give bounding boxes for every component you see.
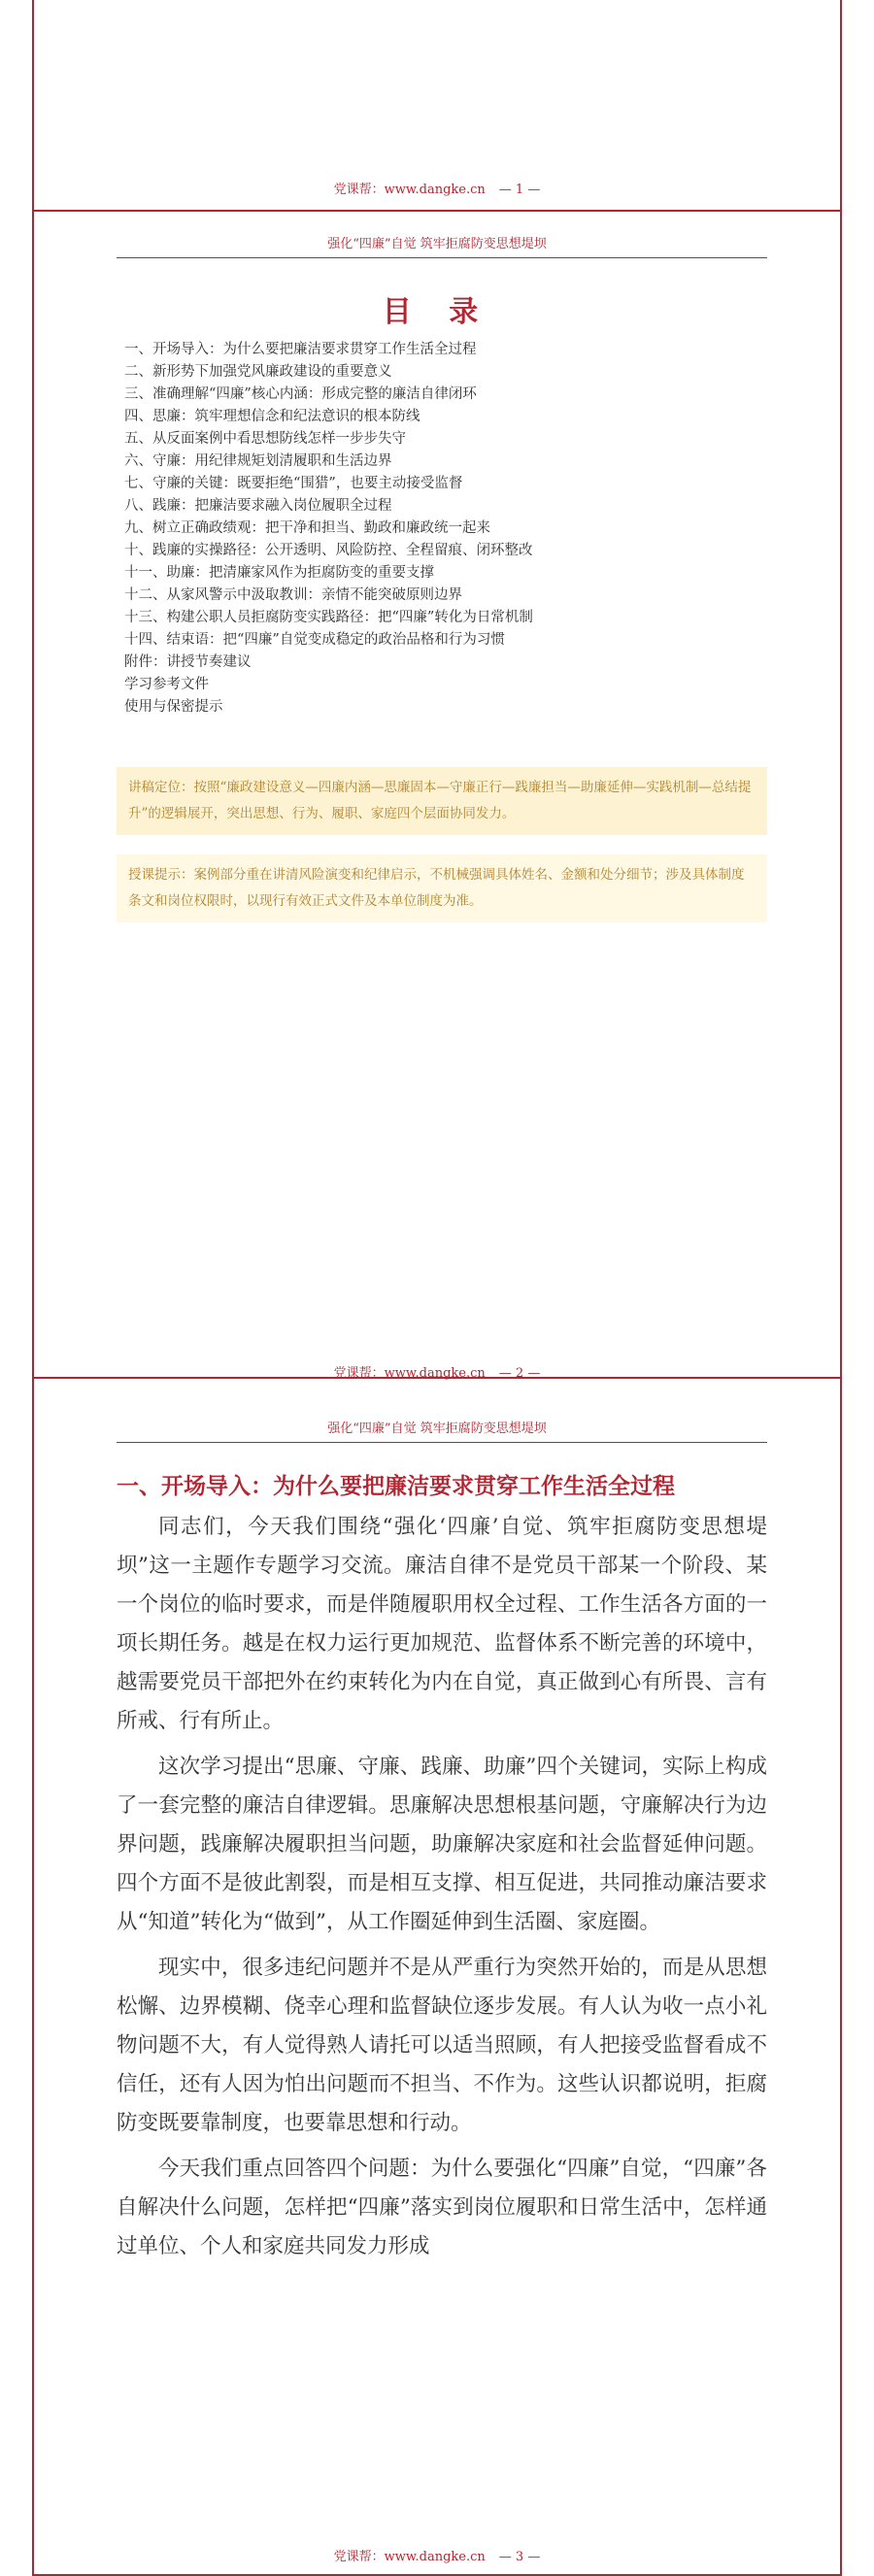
toc-item: 九、树立正确政绩观：把干净和担当、勤政和廉政统一起来 <box>124 520 490 536</box>
body-paragraph: 这次学习提出“思廉、守廉、践廉、助廉”四个关键词，实际上构成了一套完整的廉洁自律逻辑。思廉解决思想根基问题，守廉解决行为边界问题，践廉解决履职担当问题，助廉解决家庭和社会监督延伸问题。四个方面不是彼此割裂，而是相互支撑、相互促进，共同推动廉洁要求从“知道”转化为“做到”，从工作圈延伸到生活圈、家庭圈。 <box>117 1755 767 1934</box>
positioning-note-text: 讲稿定位：按照“廉政建设意义—四廉内涵—思廉固本—守廉正行—践廉担当—助廉延伸—实践机制—总结提升”的逻辑展开，突出思想、行为、履职、家庭四个层面协同发力。 <box>128 780 752 821</box>
page-footer <box>32 2546 842 2564</box>
page-number: — 2 — <box>498 1366 541 1381</box>
running-head: 强化“四廉”自觉 筑牢拒腐防变思想堤坝 <box>327 237 547 251</box>
body-paragraph: 现实中，很多违纪问题并不是从严重行为突然开始的，而是从思想松懈、边界模糊、侥幸心理和监督缺位逐步发展。有人认为收一点小礼物问题不大，有人觉得熟人请托可以适当照顾，有人把接受监督看成不信任，还有人因为怕出问题而不担当、不作为。这些认识都说明，拒腐防变既要靠制度，也要靠思想和行动。 <box>117 1956 767 2135</box>
toc-item: 二、新形势下加强党风廉政建设的重要意义 <box>124 364 392 380</box>
section-body <box>117 1508 767 2273</box>
toc-item: 四、思廉：筑牢理想信念和纪法意识的根本防线 <box>124 409 420 424</box>
footer-site: 党课帮：www.dangke.cn <box>333 183 486 197</box>
toc-item: 十三、构建公职人员拒腐防变实践路径：把“四廉”转化为日常机制 <box>124 610 533 625</box>
toc-item: 十、践廉的实操路径：公开透明、风险防控、全程留痕、闭环整改 <box>124 543 533 558</box>
toc-item: 三、准确理解“四廉”核心内涵：形成完整的廉洁自律闭环 <box>124 386 477 402</box>
footer-site: 党课帮：www.dangke.cn <box>333 1366 486 1381</box>
toc-item: 七、守廉的关键：既要拒绝“围猎”，也要主动接受监督 <box>124 476 463 491</box>
page-number: — 1 — <box>498 183 541 197</box>
body-paragraph: 同志们，今天我们围绕“强化‘四廉’自觉、筑牢拒腐防变思想堤坝”这一主题作专题学习交流。廉洁自律不是党员干部某一个阶段、某一个岗位的临时要求，而是伴随履职用权全过程、工作生活各方面的一项长期任务。越是在权力运行更加规范、监督体系不断完善的环境中，越需要党员干部把外在约束转化为内在自觉，真正做到心有所畏、言有所戒、行有所止。 <box>117 1515 767 1733</box>
header-rule <box>117 257 767 258</box>
toc-item: 八、践廉：把廉洁要求融入岗位履职全过程 <box>124 498 392 514</box>
header-rule <box>117 1442 767 1443</box>
toc-item: 五、从反面案例中看思想防线怎样一步步失守 <box>124 431 406 447</box>
page-footer <box>32 1362 842 1381</box>
toc-item: 一、开场导入：为什么要把廉洁要求贯穿工作生活全过程 <box>124 342 477 357</box>
section-title: 一、开场导入：为什么要把廉洁要求贯穿工作生活全过程 <box>117 1473 675 1499</box>
toc-item: 十一、助廉：把清廉家风作为拒腐防变的重要支撑 <box>124 565 434 581</box>
toc-item: 六、守廉：用纪律规矩划清履职和生活边界 <box>124 453 392 469</box>
positioning-note <box>117 767 767 835</box>
running-head: 强化“四廉”自觉 筑牢拒腐防变思想堤坝 <box>327 1422 547 1436</box>
page-footer <box>32 179 842 197</box>
toc-title: 目 录 <box>382 295 492 329</box>
toc-item: 学习参考文件 <box>124 677 209 692</box>
footer-site: 党课帮：www.dangke.cn <box>333 2550 486 2564</box>
toc-item: 附件：讲授节奏建议 <box>124 654 252 670</box>
page-number: — 3 — <box>498 2550 541 2564</box>
toc-item: 十四、结束语：把“四廉”自觉变成稳定的政治品格和行为习惯 <box>124 632 505 648</box>
table-of-contents <box>124 339 533 719</box>
toc-item: 十二、从家风警示中汲取教训：亲情不能突破原则边界 <box>124 587 462 603</box>
body-paragraph: 今天我们重点回答四个问题：为什么要强化“四廉”自觉，“四廉”各自解决什么问题，怎样把“四廉”落实到岗位履职和日常生活中，怎样通过单位、个人和家庭共同发力形成 <box>117 2157 767 2258</box>
teaching-tip-text: 授课提示：案例部分重在讲清风险演变和纪律启示，不机械强调具体姓名、金额和处分细节；涉及具体制度条文和岗位权限时，以现行有效正式文件及本单位制度为准。 <box>128 867 745 909</box>
toc-item: 使用与保密提示 <box>124 699 223 715</box>
teaching-tip-note <box>117 854 767 922</box>
